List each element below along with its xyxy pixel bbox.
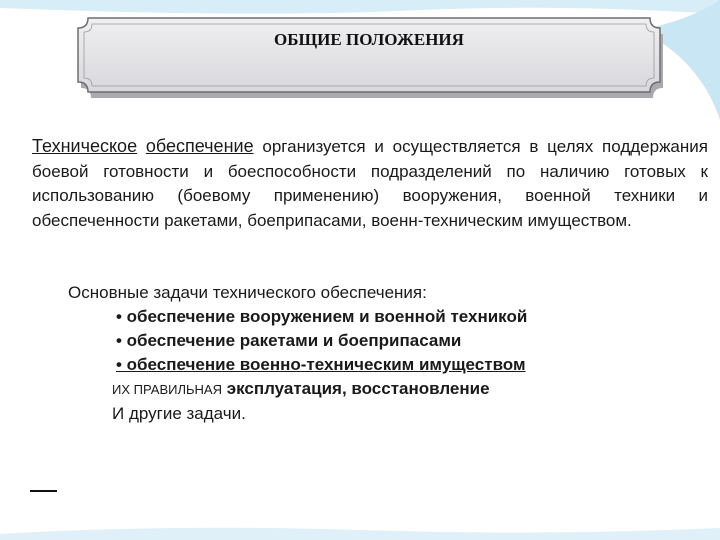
tasks-heading: Основные задачи технического обеспечения: — [68, 283, 427, 302]
tasks-tail-bold: эксплуатация, восстановление — [226, 379, 490, 398]
intro-term-word1: Техническое — [32, 136, 138, 156]
intro-term-word2: обеспечение — [145, 136, 254, 156]
task-item-weapons: • обеспечение вооружением и военной техникой — [116, 307, 528, 326]
tasks-tail-small: ИХ ПРАВИЛЬНАЯ — [112, 382, 222, 397]
intro-paragraph — [32, 134, 708, 233]
page-title: ОБЩИЕ ПОЛОЖЕНИЯ — [274, 30, 464, 49]
title-plaque — [74, 14, 664, 98]
tasks-tail-end: И другие задачи. — [112, 404, 246, 423]
tasks-tail-line — [112, 377, 668, 402]
task-item-property: • обеспечение военно-техническим имуществом — [116, 355, 526, 374]
task-item-ammo: • обеспечение ракетами и боеприпасами — [116, 331, 462, 350]
stray-dash-mark — [30, 490, 57, 492]
tasks-block — [68, 281, 668, 426]
intro-text: организуется и осуществляется в целях поддержания боевой готовности и боеспособности подразделений по наличию готовых к использованию (боевому применению) вооружения, военной техники и обеспеченности ракетами, боеприпасами, военн-техническим имуществом. — [32, 137, 708, 230]
